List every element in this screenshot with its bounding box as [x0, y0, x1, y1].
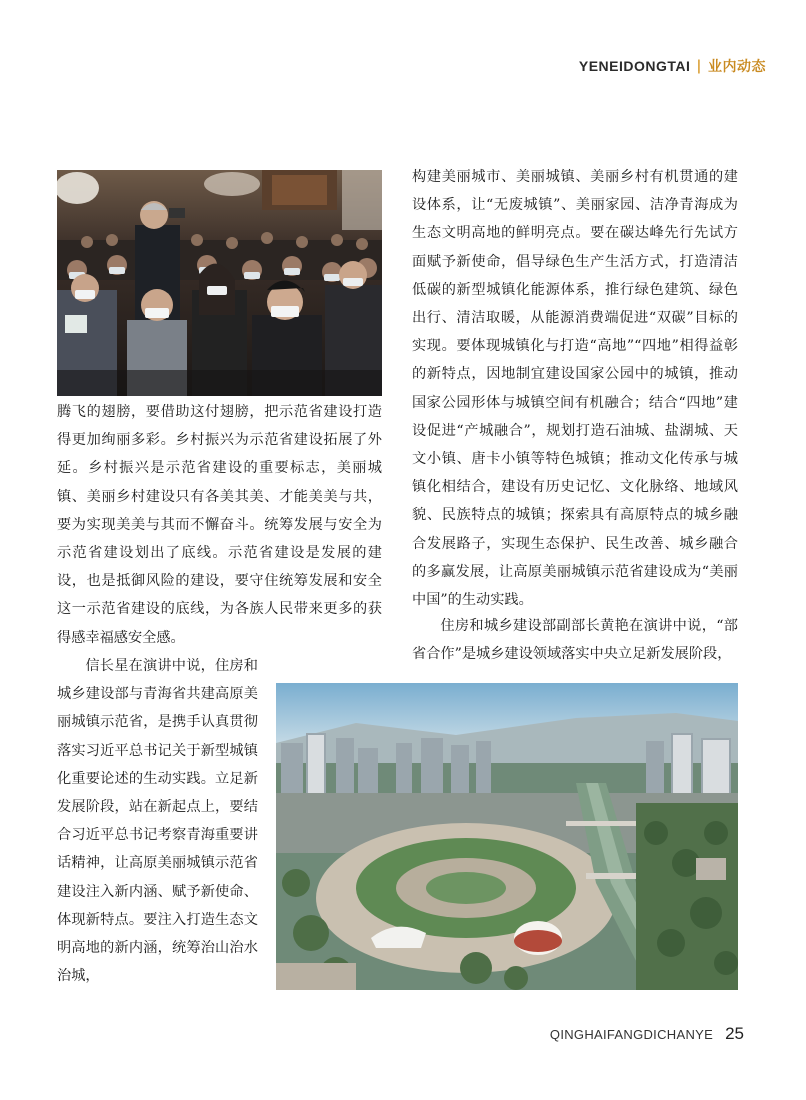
right-column-text: 构建美丽城市、美丽城镇、美丽乡村有机贯通的建设体系，让“无废城镇”、美丽家园、洁净青海成为生态文明高地的鲜明亮点。要在碳达峰先行先试方面赋予新使命，倡导绿色生产生活方式，打造清洁低碳的新型城镇化能源体系，推行绿色建筑、绿色出行、清洁取暖，从能源消费端促进“双碳”目标的实现。要体现城镇化与打造“高地”“四地”相得益彰的新特点，因地制宜建设国家公园中的城镇，推动国家公园形体与城镇空间有机融合；结合“四地”建设促进“产城融合”，规划打造石油城、盐湖城、天文小镇、唐卡小镇等特色城镇；推动文化传承与城镇化相结合，建设有历史记忆、文化脉络、地域风貌、民族特点的城镇；探索具有高原特点的城乡融合发展路子，实现生态保护、民生改善、城乡融合的多赢发展，让高原美丽城镇示范省建设成为“美丽中国”的生动实践。: [412, 169, 738, 609]
section-name-en: YENEIDONGTAI: [578, 58, 691, 74]
right-paragraph-huang: 住房和城乡建设部副部长黄艳在演讲中说，“部省合作”是城乡建设领域落实中央立足新发展阶段，: [412, 618, 738, 663]
magazine-name: QINGHAIFANGDICHANYE: [549, 1027, 714, 1042]
conference-audience-photo: [57, 170, 382, 396]
section-header: [579, 56, 766, 76]
aerial-city-plaza-photo: [276, 683, 738, 990]
header-separator: |: [696, 58, 702, 74]
left-paragraph-xin: 信长星在演讲中说，住房和城乡建设部与青海省共建高原美丽城镇示范省，是携手认真贯彻落实习近平总书记关于新型城镇化重要论述的生动实践。立足新发展阶段，站在新起点上，要结合习近平总书记考察青海重要讲话精神，让高原美丽城镇示范省建设注入新内涵、赋予新使命、体现新特点。要注入打造生态文明高地的新内涵，统筹治山治水治城，: [57, 658, 258, 985]
page-footer: [550, 1024, 744, 1044]
left-column-text: 腾飞的翅膀，要借助这付翅膀，把示范省建设打造得更加绚丽多彩。乡村振兴为示范省建设拓展了外延。乡村振兴是示范省建设的重要标志，美丽城镇、美丽乡村建设只有各美其美、才能美美与共，要为实现美美与其而不懈奋斗。统筹发展与安全为示范省建设划出了底线。示范省建设是发展的建设，也是抵御风险的建设，要守住统筹发展和安全这一示范省建设的底线，为各族人民带来更多的获得感幸福感安全感。: [57, 404, 382, 646]
page-number: 25: [725, 1024, 744, 1043]
section-name-cn: 业内动态: [708, 59, 766, 75]
